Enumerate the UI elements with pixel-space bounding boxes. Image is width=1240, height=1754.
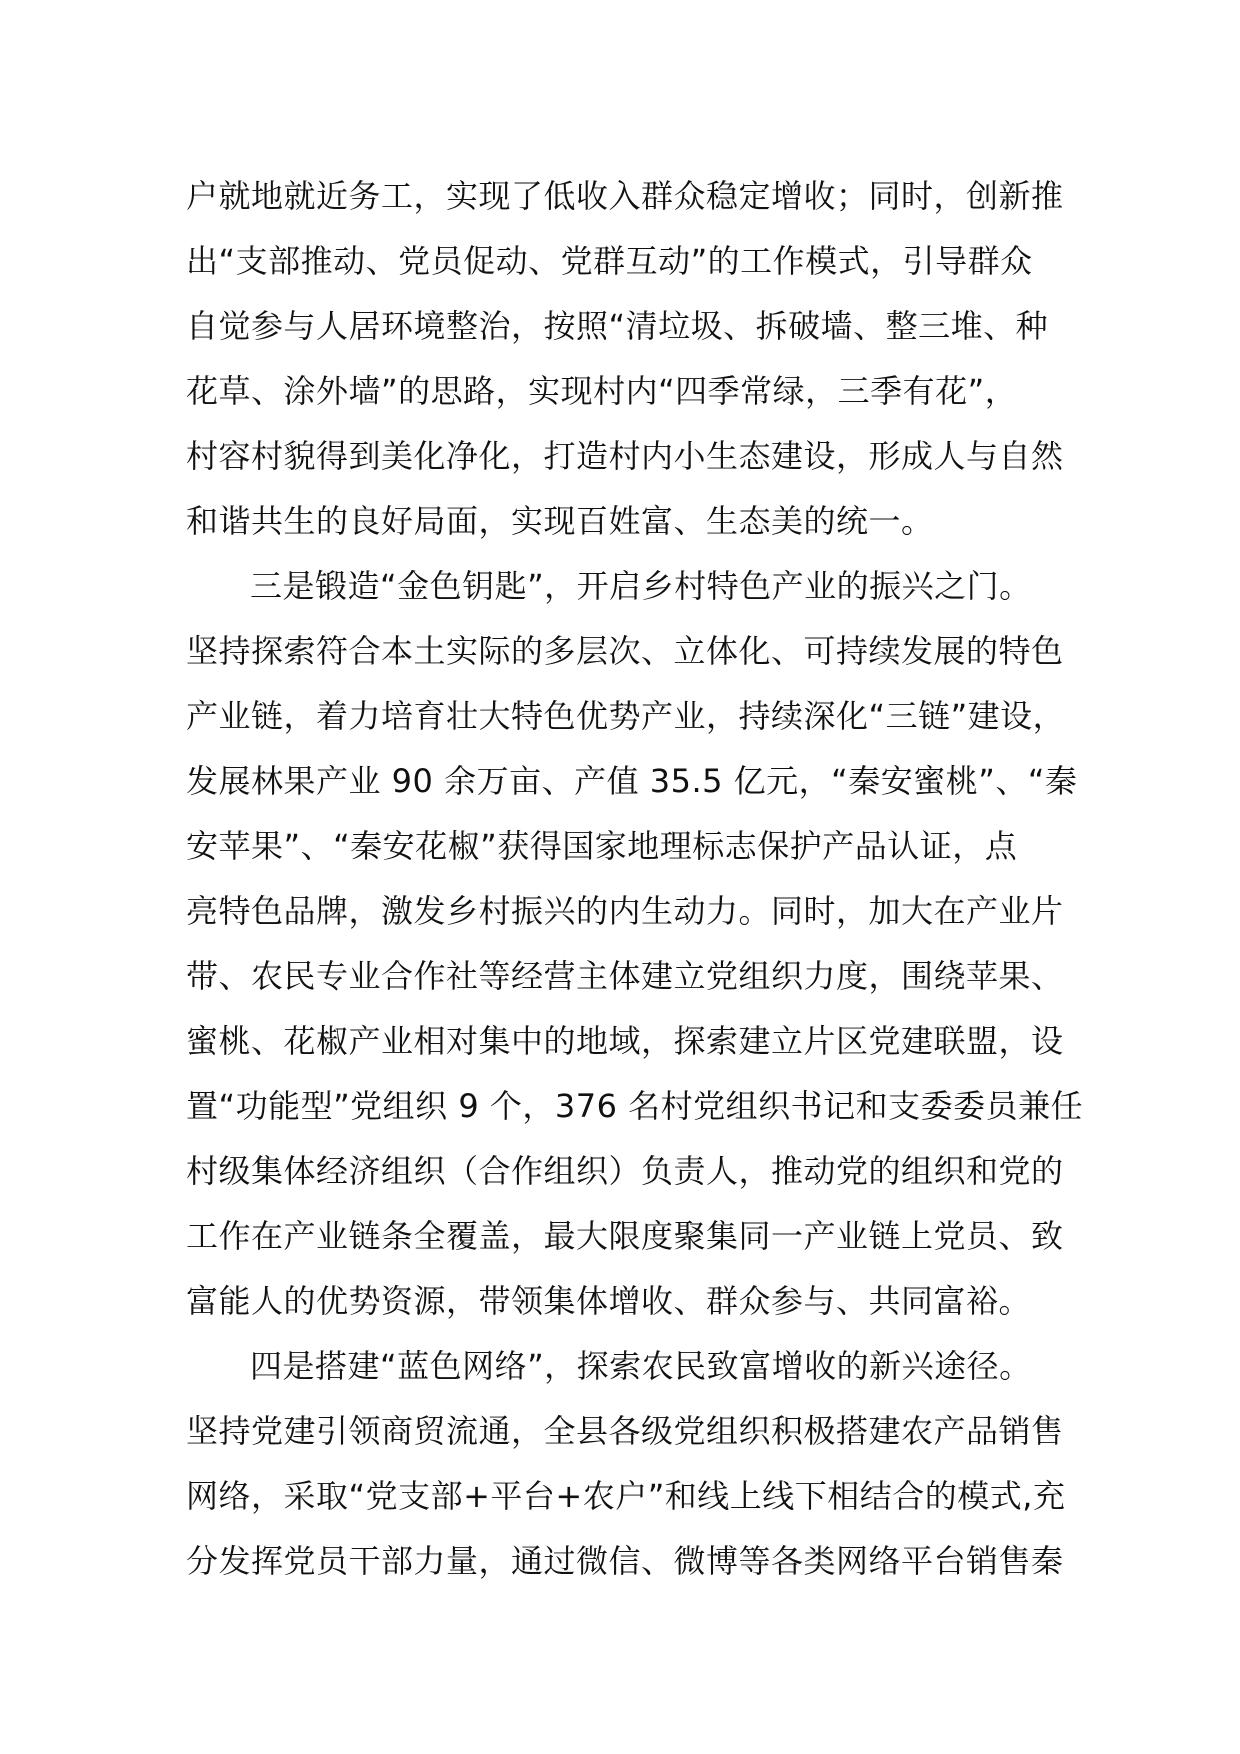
text-line: 带、农民专业合作社等经营主体建立党组织力度，围绕苹果、 (186, 957, 1064, 995)
text-line: 网络，采取“党支部+平台+农户”和线上线下相结合的模式,充 (186, 1477, 1066, 1515)
paragraph-heading-line: 四是搭建“蓝色网络”，探索农民致富增收的新兴途径。 (250, 1347, 1032, 1385)
text-line: 村容村貌得到美化净化，打造村内小生态建设，形成人与自然 (186, 437, 1064, 475)
text-line: 坚持党建引领商贸流通，全县各级党组织积极搭建农产品销售 (186, 1412, 1064, 1450)
text-line: 产业链，着力培育壮大特色优势产业，持续深化“三链”建设， (186, 697, 1066, 735)
text-line: 安苹果”、“秦安花椒”获得国家地理标志保护产品认证，点 (186, 827, 1018, 865)
text-line: 村级集体经济组织（合作组织）负责人，推动党的组织和党的 (186, 1152, 1064, 1190)
text-line: 和谐共生的良好局面，实现百姓富、生态美的统一。 (186, 502, 934, 540)
text-line: 花草、涂外墙”的思路，实现村内“四季常绿，三季有花”， (186, 372, 1018, 410)
text-line: 分发挥党员干部力量，通过微信、微博等各类网络平台销售秦 (186, 1542, 1064, 1580)
text-line: 工作在产业链条全覆盖，最大限度聚集同一产业链上党员、致 (186, 1217, 1064, 1255)
text-line: 富能人的优势资源，带领集体增收、群众参与、共同富裕。 (186, 1282, 1032, 1320)
text-line: 蜜桃、花椒产业相对集中的地域，探索建立片区党建联盟，设 (186, 1022, 1064, 1060)
text-line: 置“功能型”党组织 9 个，376 名村党组织书记和支委委员兼任 (186, 1087, 1084, 1125)
text-line: 出“支部推动、党员促动、党群互动”的工作模式，引导群众 (186, 242, 1033, 280)
document-body (186, 164, 1084, 1594)
text-line: 发展林果产业 90 余万亩、产值 35.5 亿元，“秦安蜜桃”、“秦 (186, 762, 1078, 800)
text-line: 亮特色品牌，激发乡村振兴的内生动力。同时，加大在产业片 (186, 892, 1064, 930)
paragraph-heading-line: 三是锻造“金色钥匙”，开启乡村特色产业的振兴之门。 (250, 567, 1032, 605)
text-line: 坚持探索符合本土实际的多层次、立体化、可持续发展的特色 (186, 632, 1064, 670)
text-line: 户就地就近务工，实现了低收入群众稳定增收；同时，创新推 (186, 177, 1064, 215)
text-line: 自觉参与人居环境整治，按照“清垃圾、拆破墙、整三堆、种 (186, 307, 1049, 345)
